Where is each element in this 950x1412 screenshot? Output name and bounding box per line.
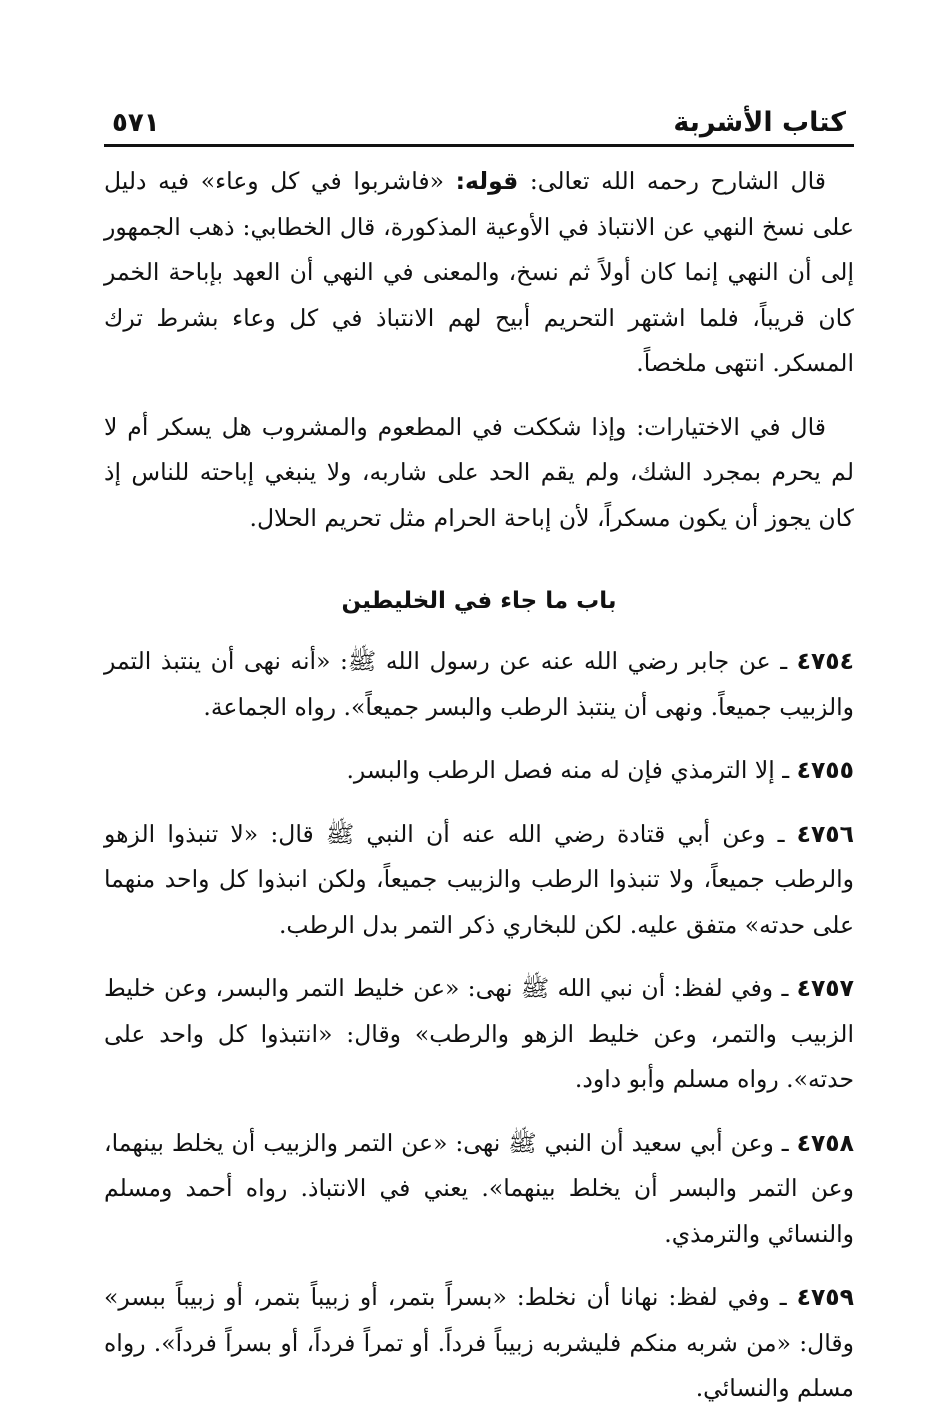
commentary-paragraph — [104, 159, 854, 387]
hadith-text: ـ إلا الترمذي فإن له منه فصل الرطب والبسر. — [346, 756, 797, 784]
hadith-entry — [104, 812, 854, 949]
hadith-entry — [104, 1121, 854, 1258]
hadith-number: ٤٧٥٦ — [796, 819, 854, 848]
page-header — [104, 92, 854, 147]
hadith-number: ٤٧٥٩ — [796, 1283, 854, 1311]
hadith-number: ٤٧٥٤ — [796, 647, 854, 675]
commentary-text: قال في الاختيارات: وإذا شككت في المطعوم والمشروب هل يسكر أم لا لم يحرم بمجرد الشك، ولم يقم الحد على شاربه، ولا ينبغي إباحته للناس إذ كان يجوز أن يكون مسكراً، لأن إباحة الحرام مثل تحريم الحلال. — [104, 412, 854, 532]
hadith-number: ٤٧٥٥ — [796, 756, 854, 784]
commentary-paragraph — [104, 405, 854, 542]
running-title: كتاب الأشربة — [673, 107, 846, 138]
hadith-text: ـ وعن أبي قتادة رضي الله عنه أن النبي ﷺ قال: «لا تنبذوا الزهو والرطب جميعاً، ولا تنبذوا الرطب والزبيب جميعاً، ولكن انبذوا كل واحد منهما على حدته» متفق عليه. لكن للبخاري ذكر التمر بدل الرطب. — [104, 819, 854, 939]
hadith-text: ـ وعن أبي سعيد أن النبي ﷺ نهى: «عن التمر والزبيب أن يخلط بينهما، وعن التمر والبسر أن يخلط بينهما». يعني في الانتباذ. رواه أحمد ومسلم والنسائي والترمذي. — [104, 1128, 854, 1248]
hadith-number: ٤٧٥٨ — [796, 1128, 854, 1157]
hadith-number: ٤٧٥٧ — [796, 974, 854, 1002]
page-body — [104, 159, 854, 1412]
commentary-text: «فاشربوا في كل وعاء» فيه دليل على نسخ النهي عن الانتباذ في الأوعية المذكورة، قال الخطابي: ذهب الجمهور إلى أن النهي إنما كان أولاً ثم نسخ، والمعنى في النهي أن العهد بإباحة الخمر كان قريباً، فلما اشتهر التحريم أبيح لهم الانتباذ في كل وعاء بشرط ترك المسكر. انتهى ملخصاً. — [104, 167, 854, 377]
qawluhu-label: قوله: — [455, 167, 519, 195]
hadith-text: ـ وفي لفظ: نهانا أن نخلط: «بسراً بتمر، أو زبيباً بتمر، أو زبيباً ببسر» وقال: «من شربه منكم فليشربه زبيباً فرداً. أو تمراً فرداً، أو بسراً فرداً». رواه مسلم والنسائي. — [104, 1283, 854, 1402]
hadith-entry — [104, 639, 854, 730]
hadith-text: ـ عن جابر رضي الله عنه عن رسول الله ﷺ: «أنه نهى أن ينتبذ التمر والزبيب جميعاً. ونهى أن ينتبذ الرطب والبسر جميعاً». رواه الجماعة. — [104, 647, 854, 721]
hadith-text: ـ وفي لفظ: أن نبي الله ﷺ نهى: «عن خليط التمر والبسر، وعن خليط الزبيب والتمر، وعن خليط الزهو والرطب» وقال: «انتبذوا كل واحد على حدته». رواه مسلم وأبو داود. — [104, 974, 854, 1093]
commentary-prefix: قال الشارح رحمه الله تعالى: — [518, 167, 826, 195]
hadith-entry — [104, 748, 854, 794]
hadith-entry — [104, 1275, 854, 1412]
page-number: ٥٧١ — [112, 108, 160, 138]
hadith-entry — [104, 966, 854, 1103]
chapter-heading: باب ما جاء في الخليطين — [341, 588, 617, 614]
